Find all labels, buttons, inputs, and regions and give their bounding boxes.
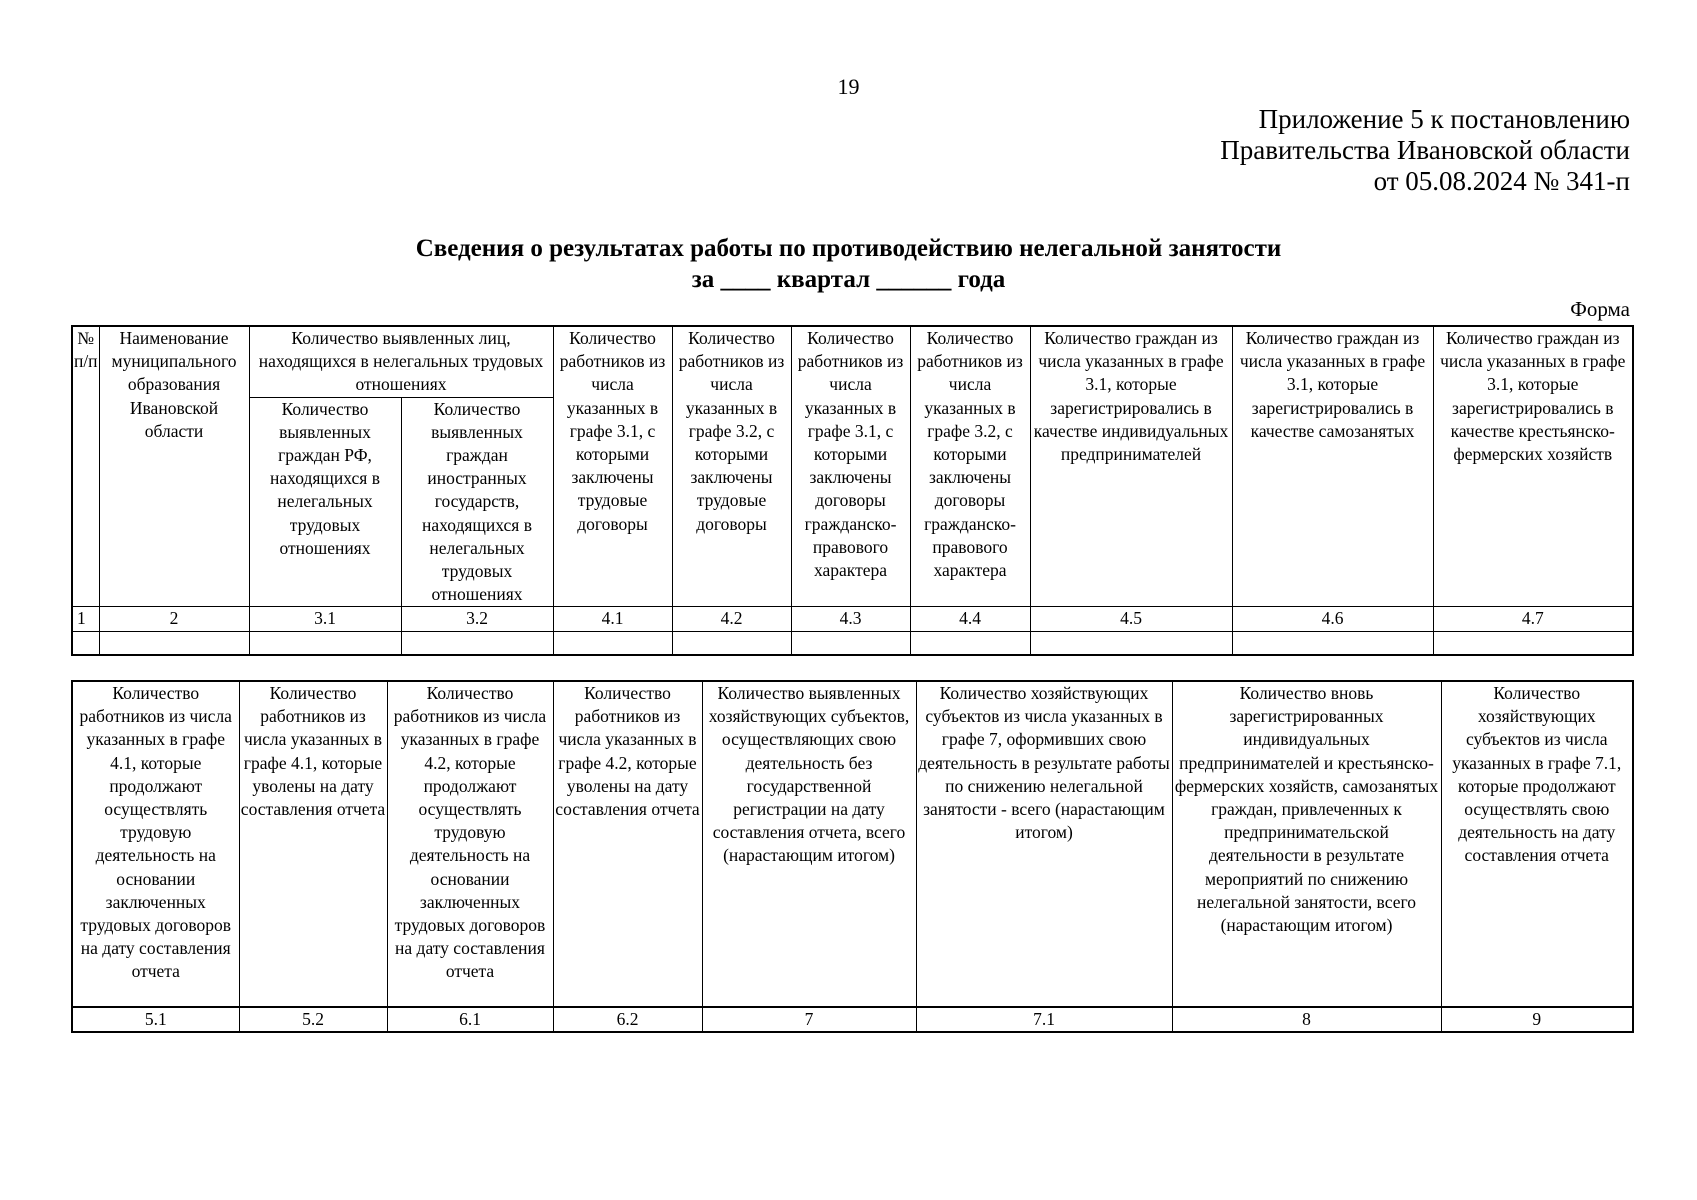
column-number: 4.1 xyxy=(553,607,672,631)
column-number: 2 xyxy=(99,607,249,631)
data-cell[interactable] xyxy=(249,631,401,655)
header-col-4-7: Количество граждан из числа указанных в графе 3.1, которые зарегистрировались в качестве крестьянско-фермерских хозяйств xyxy=(1433,326,1633,607)
header-col-6-2: Количество работников из числа указанных в графе 4.2, которые уволены на дату составления отчета xyxy=(553,681,702,1007)
column-number: 3.1 xyxy=(249,607,401,631)
header-col-6-1: Количество работников из числа указанных в графе 4.2, которые продолжают осуществлять трудовую деятельность на основании заключенных трудовых договоров на дату составления отчета xyxy=(387,681,553,1007)
data-cell[interactable] xyxy=(401,631,553,655)
data-entry-row xyxy=(72,631,1633,655)
header-col-4-6: Количество граждан из числа указанных в графе 3.1, которые зарегистрировались в качестве самозанятых xyxy=(1232,326,1433,607)
column-number: 5.1 xyxy=(72,1007,239,1032)
report-table-part-2 xyxy=(71,680,1634,1033)
data-cell[interactable] xyxy=(1232,631,1433,655)
column-number: 6.1 xyxy=(387,1007,553,1032)
column-number: 9 xyxy=(1441,1007,1633,1032)
document-title xyxy=(0,233,1697,295)
column-number: 7.1 xyxy=(916,1007,1172,1032)
header-col-4-5: Количество граждан из числа указанных в графе 3.1, которые зарегистрировались в качестве индивидуальных предпринимателей xyxy=(1030,326,1232,607)
appendix-reference xyxy=(1220,104,1630,197)
data-cell[interactable] xyxy=(72,631,99,655)
header-municipality: Наименование муниципального образования Ивановской области xyxy=(99,326,249,607)
page-number: 19 xyxy=(837,74,860,99)
data-cell[interactable] xyxy=(1433,631,1633,655)
data-cell[interactable] xyxy=(672,631,791,655)
header-row-number: № п/п xyxy=(72,326,99,607)
column-number-row xyxy=(72,607,1633,631)
column-number: 5.2 xyxy=(239,1007,387,1032)
header-col-4-4: Количество работников из числа указанных в графе 3.2, с которыми заключены договоры гражданско-правового характера xyxy=(910,326,1030,607)
column-number: 1 xyxy=(72,607,99,631)
appendix-line-1: Приложение 5 к постановлению xyxy=(1258,104,1630,134)
header-col-9: Количество хозяйствующих субъектов из числа указанных в графе 7.1, которые продолжают осуществлять свою деятельность на дату составления отчета xyxy=(1441,681,1633,1007)
column-number: 4.3 xyxy=(791,607,910,631)
title-line-2: за ____ квартал ______ года xyxy=(691,266,1006,293)
appendix-line-3: от 05.08.2024 № 341-п xyxy=(1373,166,1630,196)
column-number: 4.2 xyxy=(672,607,791,631)
title-line-1: Сведения о результатах работы по противодействию нелегальной занятости xyxy=(415,235,1282,262)
data-cell[interactable] xyxy=(910,631,1030,655)
header-col-3-2: Количество выявленных граждан иностранных государств, находящихся в нелегальных трудовых отношениях xyxy=(401,397,553,607)
column-number: 8 xyxy=(1172,1007,1441,1032)
header-col-7: Количество выявленных хозяйствующих субъектов, осуществляющих свою деятельность без государственной регистрации на дату составления отчета, всего (нарастающим итогом) xyxy=(702,681,916,1007)
data-cell[interactable] xyxy=(99,631,249,655)
column-number: 4.6 xyxy=(1232,607,1433,631)
data-cell[interactable] xyxy=(791,631,910,655)
column-number-row xyxy=(72,1007,1633,1032)
form-label: Форма xyxy=(1570,297,1630,321)
header-col-7-1: Количество хозяйствующих субъектов из числа указанных в графе 7, оформивших свою деятельность в результате работы по снижению нелегальной занятости - всего (нарастающим итогом) xyxy=(916,681,1172,1007)
data-cell[interactable] xyxy=(553,631,672,655)
column-number: 4.4 xyxy=(910,607,1030,631)
header-col-8: Количество вновь зарегистрированных индивидуальных предпринимателей и крестьянско-фермерских хозяйств, самозанятых граждан, привлеченных к предпринимательской деятельности в результате мероприятий по снижению нелегальной занятости, всего (нарастающим итогом) xyxy=(1172,681,1441,1007)
header-col-5-1: Количество работников из числа указанных в графе 4.1, которые продолжают осуществлять трудовую деятельность на основании заключенных трудовых договоров на дату составления отчета xyxy=(72,681,239,1007)
column-number: 3.2 xyxy=(401,607,553,631)
report-table-part-1 xyxy=(71,325,1634,656)
column-number: 6.2 xyxy=(553,1007,702,1032)
header-col-4-1: Количество работников из числа указанных в графе 3.1, с которыми заключены трудовые договоры xyxy=(553,326,672,607)
header-col-4-2: Количество работников из числа указанных в графе 3.2, с которыми заключены трудовые договоры xyxy=(672,326,791,607)
header-col-5-2: Количество работников из числа указанных в графе 4.1, которые уволены на дату составления отчета xyxy=(239,681,387,1007)
column-number: 4.7 xyxy=(1433,607,1633,631)
appendix-line-2: Правительства Ивановской области xyxy=(1220,135,1630,165)
header-col-3-1: Количество выявленных граждан РФ, находящихся в нелегальных трудовых отношениях xyxy=(249,397,401,607)
header-illegal-persons-group: Количество выявленных лиц, находящихся в нелегальных трудовых отношениях xyxy=(249,326,553,397)
column-number: 7 xyxy=(702,1007,916,1032)
data-cell[interactable] xyxy=(1030,631,1232,655)
column-number: 4.5 xyxy=(1030,607,1232,631)
header-col-4-3: Количество работников из числа указанных в графе 3.1, с которыми заключены договоры гражданско-правового характера xyxy=(791,326,910,607)
